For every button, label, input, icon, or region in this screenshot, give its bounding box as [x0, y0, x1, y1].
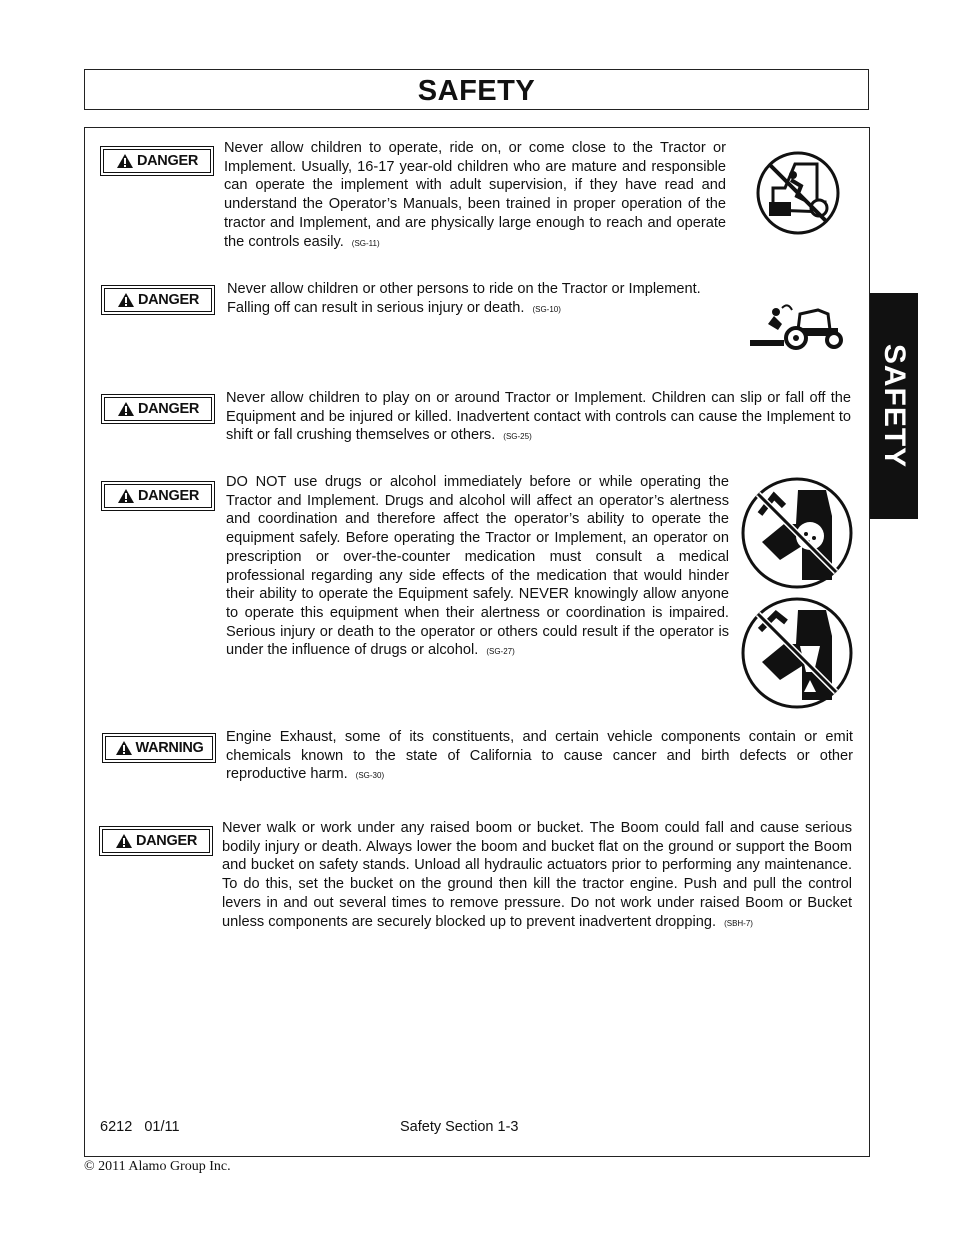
no-children-on-tractor-icon: [755, 150, 841, 236]
side-tab: [869, 293, 918, 519]
message-code: (SG-30): [355, 771, 385, 781]
warning-triangle-icon: [117, 488, 135, 504]
message-code: (SG-10): [532, 304, 561, 314]
danger-badge: [99, 826, 213, 856]
message-code: (SG-27): [486, 647, 515, 657]
message-code: (SG-25): [503, 432, 532, 442]
footer-section: Safety Section 1-3: [400, 1119, 519, 1135]
warning-triangle-icon: [117, 401, 135, 417]
badge-label: DANGER: [137, 488, 200, 504]
no-alcohol-icon: [740, 596, 854, 710]
badge-label: DANGER: [137, 401, 200, 417]
header-box: [84, 69, 869, 110]
warning-badge: [102, 733, 216, 763]
badge-label: DANGER: [136, 153, 199, 169]
safety-message: DO NOT use drugs or alcohol immediately before or while operating the Tractor and Implement. Drugs and alcohol will affect an operator’s alertness and coordination and therefore affect the operator’s ability to operate the equipment safely. Before operating the Tractor or Implement, an operator on prescription or over-the-counter medication must consult a medical professional regarding any side effects of the medication that would hinder their ability to operate the Equipment safely. NEVER knowingly allow anyone to operate this equipment when their alertness or coordination is impaired. Serious injury or death to the operator or others could result if the operator is under the influence of drugs or alcohol. (SG-27): [226, 474, 729, 659]
danger-badge: [101, 481, 215, 511]
page-title: SAFETY: [417, 75, 536, 107]
safety-message: Engine Exhaust, some of its constituents, and certain vehicle components contain or emit chemicals known to the state of California to cause cancer and birth defects or other reproductive harm. (SG-30): [226, 729, 853, 783]
safety-message: Never allow children or other persons to ride on the Tractor or Implement. Falling off can result in serious injury or death. (SG-10): [227, 281, 701, 316]
safety-message: Never allow children to operate, ride on, or come close to the Tractor or Implement. Usually, 16-17 year-old children who are mature and responsible can operate the implement with adult supervision, if they have read and understand the Operator’s Manuals, been trained in proper operation of the tractor and Implement, and are physically large enough to reach and operate the controls easily. (SG-11): [224, 140, 726, 250]
warning-triangle-icon: [116, 153, 134, 169]
danger-badge: [100, 146, 214, 176]
footer-model: 6212 01/11: [100, 1119, 180, 1135]
safety-message: Never walk or work under any raised boom or bucket. The Boom could fall and cause serious bodily injury or death. Always lower the boom and bucket flat on the ground or support the Boom and bucket on safety stands. Unload all hydraulic actuators prior to performing any maintenance. To do this, set the bucket on the ground then kill the tractor engine. Push and pull the control levers in and out several times to remove pressure. Do not work under raised Boom or Bucket unless components are securely blocked up to prevent inadvertent dropping. (SBH-7): [222, 820, 852, 930]
warning-triangle-icon: [115, 833, 133, 849]
badge-label: DANGER: [137, 292, 200, 308]
no-drugs-icon: [740, 476, 854, 590]
message-code: (SBH-7): [724, 918, 753, 928]
badge-label: WARNING: [135, 740, 204, 756]
warning-triangle-icon: [117, 292, 135, 308]
copyright: © 2011 Alamo Group Inc.: [84, 1159, 231, 1174]
side-tab-label: SAFETY: [877, 343, 911, 469]
warning-triangle-icon: [115, 740, 133, 756]
danger-badge: [101, 285, 215, 315]
message-code: (SG-11): [351, 238, 380, 248]
safety-message: Never allow children to play on or around Tractor or Implement. Children can slip or fall off the Equipment and be injured or killed. Inadvertent contact with controls can cause the Implement to shift or fall crushing themselves or others. (SG-25): [226, 390, 851, 444]
danger-badge: [101, 394, 215, 424]
badge-label: DANGER: [135, 833, 198, 849]
rider-falling-icon: [748, 300, 844, 352]
